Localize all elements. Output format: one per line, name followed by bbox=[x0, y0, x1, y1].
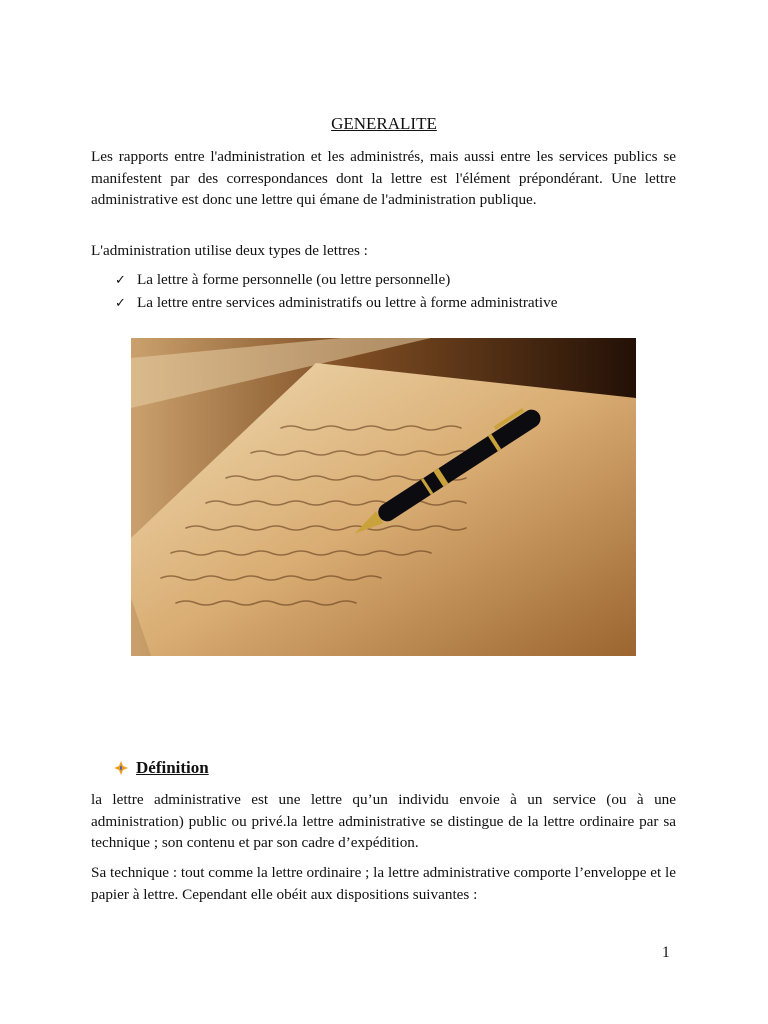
list-item-text: La lettre à forme personnelle (ou lettre personnelle) bbox=[137, 271, 451, 288]
letter-and-pen-photo bbox=[131, 338, 636, 656]
letter-illustration bbox=[131, 338, 636, 656]
page-number: 1 bbox=[662, 944, 670, 961]
list-item bbox=[115, 269, 557, 292]
intro-paragraph: Les rapports entre l'administration et les administrés, mais aussi entre les services publics se manifestent par des correspondances dont la lettre est l'élément prépondérant. Une lettre administrative est donc une lettre qui émane de l'administration publique. bbox=[91, 148, 676, 208]
page-title: GENERALITE bbox=[331, 114, 437, 133]
checkmark-icon: ✓ bbox=[115, 273, 126, 288]
technique-paragraph: Sa technique : tout comme la lettre ordinaire ; la lettre administrative comporte l’enveloppe et le papier à lettre. Cependant elle obéit aux dispositions suivantes : bbox=[91, 864, 676, 903]
list-item-text: La lettre entre services administratifs ou lettre à forme administrative bbox=[137, 294, 558, 311]
list-item bbox=[115, 292, 557, 315]
types-intro: L'administration utilise deux types de lettres : bbox=[91, 242, 368, 259]
definition-paragraph: la lettre administrative est une lettre qu’un individu envoie à un service (ou à une administration) public ou privé.la lettre administrative se distingue de la lettre ordinaire par sa technique ; son contenu et par son cadre d’expédition. bbox=[91, 791, 676, 851]
diamond-bullet-icon bbox=[114, 761, 128, 775]
definition-heading bbox=[114, 758, 209, 778]
checkmark-icon: ✓ bbox=[115, 296, 126, 311]
definition-heading-label: Définition bbox=[136, 758, 209, 777]
types-list bbox=[115, 269, 557, 315]
